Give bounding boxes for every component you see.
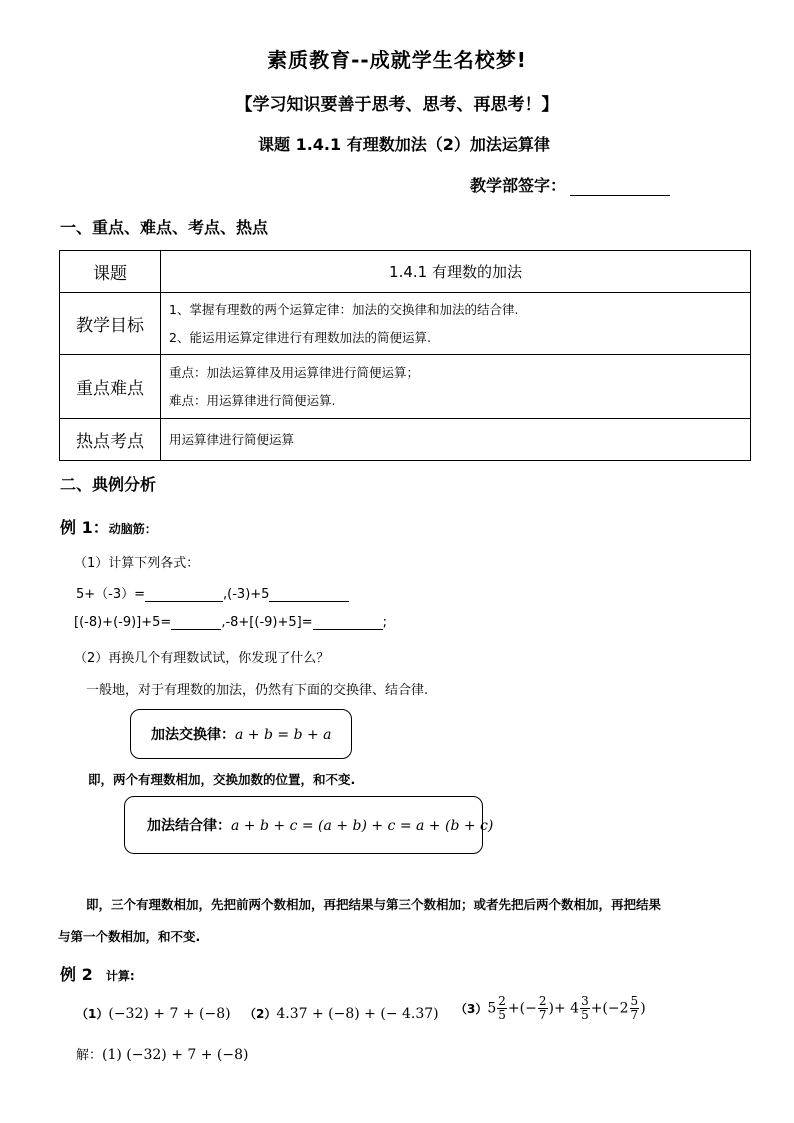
section1-heading: 一、重点、难点、考点、热点: [60, 218, 269, 237]
expr-2b: ,-8+[(-9)+5]=: [221, 615, 313, 630]
keypoint-line: 重点：加法运算律及用运算律进行简便运算；: [169, 364, 420, 380]
problem-3-number: （3）: [455, 1002, 488, 1016]
associative-label: 加法结合律：: [147, 818, 231, 834]
difficulty-line: 难点：用运算律进行简便运算.: [169, 392, 336, 408]
fraction: $\frac{2}{7}$: [538, 994, 547, 1022]
goal-line-1: 1、掌握有理数的两个运算定律：加法的交换律和加法的结合律.: [169, 301, 519, 317]
paren: ): [548, 1000, 554, 1017]
operator: +(−: [507, 1000, 537, 1017]
fraction: $\frac{3}{5}$: [581, 994, 589, 1022]
solution-label: 解：: [76, 1048, 103, 1063]
example1-header: [60, 515, 157, 538]
question-1: （1）计算下列各式：: [74, 556, 200, 571]
expr-2a: [(-8)+(-9)]+5=: [74, 615, 172, 630]
problem-2-expr: 4.37 + (−8) + (− 4.37): [276, 1006, 439, 1022]
solution-expr: (1) (−32) + 7 + (−8): [102, 1047, 249, 1063]
info-table: [59, 250, 751, 461]
row-key: 课题: [60, 251, 161, 293]
commutative-formula: a + b = b + a: [235, 727, 332, 743]
signature-field: [470, 173, 670, 196]
associative-law-box: [124, 796, 494, 854]
row-value: [161, 293, 751, 355]
example1-sub: 动脑筋：: [108, 522, 157, 536]
example2-label: 例 2: [60, 965, 93, 984]
example2-header: [60, 962, 135, 985]
commutative-note: 即，两个有理数相加，交换加数的位置，和不变.: [88, 772, 356, 787]
row-key: 重点难点: [60, 355, 161, 419]
row-value: 1.4.1 有理数的加法: [161, 251, 751, 293]
answer-blank[interactable]: [269, 588, 349, 602]
problem-2: [244, 1003, 439, 1022]
associative-formula: a + b + c = (a + b) + c = a + (b + c): [231, 818, 494, 834]
table-row: [60, 355, 751, 419]
fraction: $\frac{2}{5}$: [498, 994, 506, 1022]
lesson-title: 课题 1.4.1 有理数加法（2）加法运算律: [258, 135, 550, 154]
section2-heading: 二、典例分析: [60, 475, 157, 494]
expr-2c: ;: [382, 615, 387, 630]
problem-3: [455, 995, 646, 1022]
motto: 【学习知识要善于思考、思考、再思考！】: [235, 95, 559, 115]
fraction: $\frac{5}{7}$: [630, 994, 639, 1022]
row-key: 热点考点: [60, 419, 161, 461]
goal-line-2: 2、能运用运算定律进行有理数加法的简便运算.: [169, 329, 431, 345]
commutative-law-box: [130, 709, 352, 759]
exercise-line-1: [76, 583, 349, 602]
general-statement: 一般地，对于有理数的加法，仍然有下面的交换律、结合律.: [86, 683, 429, 698]
problem-1-number: （1）: [76, 1007, 109, 1021]
signature-label: 教学部签字：: [470, 176, 567, 195]
row-value: 用运算律进行简便运算: [161, 419, 751, 461]
expr-1a: 5+（-3）=: [76, 587, 146, 602]
page-title: 素质教育--成就学生名校梦!: [267, 48, 527, 72]
associative-note-2: 与第一个数相加，和不变.: [58, 929, 201, 944]
solution-line: [76, 1044, 249, 1063]
table-row: [60, 293, 751, 355]
problem-1-expr: (−32) + 7 + (−8): [108, 1006, 231, 1022]
operator: +(−2: [590, 1000, 629, 1017]
problem-1: [76, 1003, 231, 1022]
paren: ): [640, 1000, 646, 1017]
example2-sub: 计算:: [105, 969, 135, 983]
answer-blank[interactable]: [145, 588, 223, 602]
expr-1b: ,(-3)+5: [223, 587, 270, 602]
mixed-whole: 5: [487, 1000, 497, 1017]
example1-label: 例 1：: [60, 518, 109, 537]
operator: + 4: [553, 1000, 580, 1017]
answer-blank[interactable]: [171, 616, 221, 630]
commutative-label: 加法交换律：: [151, 727, 235, 743]
table-row: [60, 251, 751, 293]
associative-note-1: 即，三个有理数相加，先把前两个数相加，再把结果与第三个数相加；或者先把后两个数相加，再把结果: [86, 897, 662, 912]
row-key: 教学目标: [60, 293, 161, 355]
exercise-line-2: [74, 615, 387, 630]
answer-blank[interactable]: [313, 616, 383, 630]
signature-blank[interactable]: [570, 179, 670, 196]
row-value: [161, 355, 751, 419]
question-2: （2）再换几个有理数试试，你发现了什么？: [74, 651, 330, 666]
problem-2-number: （2）: [244, 1007, 277, 1021]
table-row: [60, 419, 751, 461]
